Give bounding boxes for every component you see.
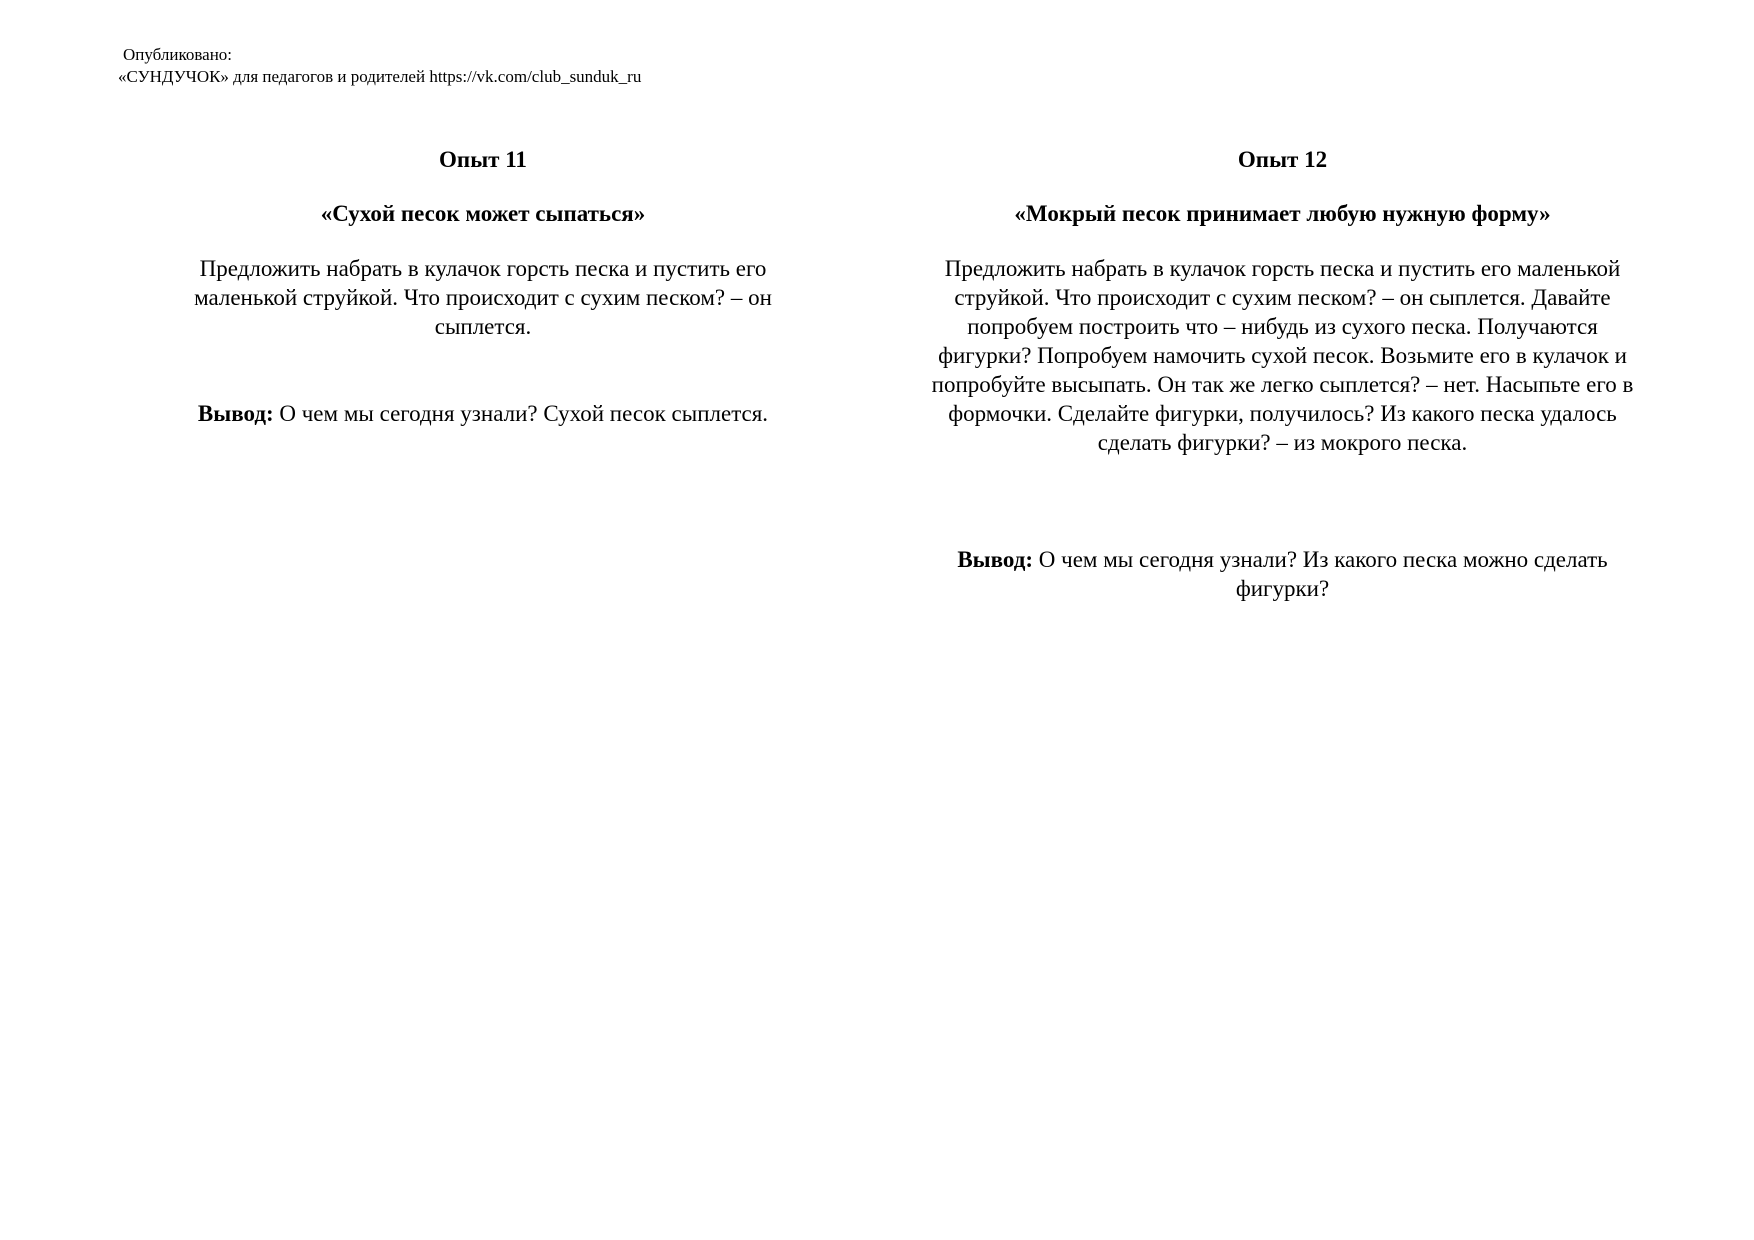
conclusion-text: О чем мы сегодня узнали? Из какого песка можно сделать фигурки? bbox=[1033, 547, 1608, 601]
experiment-11-column bbox=[150, 146, 816, 428]
publication-header bbox=[118, 44, 641, 88]
experiment-subtitle: «Сухой песок может сыпаться» bbox=[320, 201, 646, 226]
conclusion-text: О чем мы сегодня узнали? Сухой песок сыплется. bbox=[273, 401, 769, 426]
experiment-12-column bbox=[920, 146, 1645, 603]
experiment-conclusion bbox=[920, 545, 1645, 603]
publication-source: «СУНДУЧОК» для педагогов и родителей https://vk.com/club_sunduk_ru bbox=[118, 67, 642, 86]
experiment-body: Предложить набрать в кулачок горсть песка и пустить его маленькой струйкой. Что происходит с сухим песком? – он сыплется. Давайте попробуем построить что – нибудь из сухого песка. Получаются фигурки? Попробуем намочить сухой песок. Возьмите его в кулачок и попробуйте высыпать. Он так же легко сыплется? – нет. Насыпьте его в формочки. Сделайте фигурки, получилось? Из какого песка удалось сделать фигурки? – из мокрого песка. bbox=[931, 256, 1634, 455]
conclusion-label: Вывод: bbox=[197, 401, 274, 426]
experiment-conclusion bbox=[150, 399, 816, 428]
published-label: Опубликовано: bbox=[123, 45, 233, 64]
experiment-subtitle: «Мокрый песок принимает любую нужную форму» bbox=[1014, 201, 1551, 226]
conclusion-label: Вывод: bbox=[957, 547, 1034, 572]
experiment-title: Опыт 12 bbox=[1237, 147, 1328, 172]
experiment-body: Предложить набрать в кулачок горсть песка и пустить его маленькой струйкой. Что происходит с сухим песком? – он сыплется. bbox=[194, 256, 772, 339]
experiment-title: Опыт 11 bbox=[439, 147, 527, 172]
